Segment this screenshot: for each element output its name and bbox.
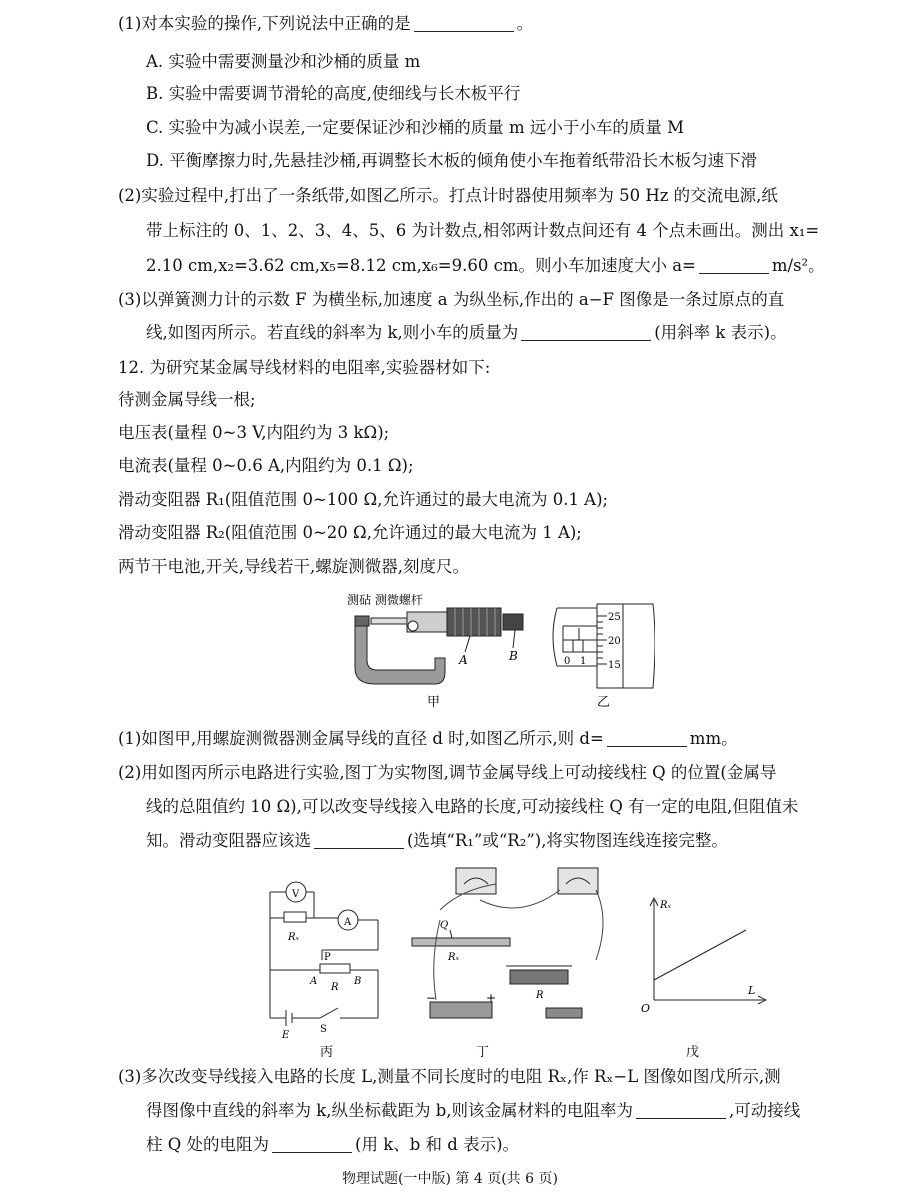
q12-part3-line2-tail: ,可动接线 (729, 1101, 801, 1120)
q12-title: 12. 为研究某金属导线材料的电阻率,实验器材如下: (118, 358, 491, 377)
equipment-item-3: 电流表(量程 0~0.6 A,内阻约为 0.1 Ω); (118, 456, 414, 475)
q12-part3-line2 (146, 1101, 800, 1121)
caption-bing: 丙 (320, 1045, 334, 1060)
slider-p-label: P (324, 952, 331, 963)
graph-x-label: L (748, 984, 756, 997)
graph-origin: O (641, 1002, 651, 1015)
q12-part3-line3-tail: (用 k、b 和 d 表示)。 (355, 1135, 520, 1154)
battery-minus: − (426, 991, 437, 1005)
equipment-item-2: 电压表(量程 0~3 V,内阻约为 3 kΩ); (118, 423, 390, 442)
terminal-b-label: B (354, 976, 362, 987)
micrometer-figure (335, 588, 655, 713)
ammeter-label: A (344, 917, 352, 928)
pointer-b (513, 630, 515, 648)
q11-part1-stem-text: (1)对本实验的操作,下列说法中正确的是 (118, 14, 411, 33)
answer-blank-q12-3a[interactable] (636, 1102, 726, 1119)
ammeter-device (558, 868, 598, 894)
q12-part3-line3 (146, 1135, 519, 1155)
q12-part2-line3 (146, 831, 728, 851)
voltmeter-label: V (292, 889, 300, 900)
apparatus-ding (412, 868, 603, 1018)
switch-s-label: S (320, 1024, 327, 1035)
q11-part2-line3-text: 2.10 cm,x₂=3.62 cm,x₅=8.12 cm,x₆=9.60 cm。则小车加速度大小 a= (146, 256, 696, 275)
q12-part1-text: (1)如图甲,用螺旋测微器测金属导线的直径 d 时,如图乙所示,则 d= (118, 729, 604, 748)
answer-blank-q11-3[interactable] (521, 324, 651, 341)
q12-part2-tail: (选填“R₁”或“R₂”),将实物图连线连接完整。 (407, 831, 728, 850)
main-scale-0: 0 (564, 656, 571, 667)
option-a: A. 实验中需要测量沙和沙桶的质量 m (146, 52, 421, 71)
equipment-item-5: 滑动变阻器 R₂(阻值范围 0~20 Ω,允许通过的最大电流为 1 A); (118, 523, 582, 542)
q12-part3-line1: (3)多次改变导线接入电路的长度 L,测量不同长度时的电阻 Rₓ,作 Rₓ−L 图像如图戊所示,测 (118, 1067, 781, 1086)
ratchet-B (503, 614, 523, 630)
caption-wu: 戊 (686, 1045, 700, 1060)
q11-part2-unit: m/s²。 (771, 256, 825, 275)
answer-blank-q11-1[interactable] (414, 15, 514, 32)
wire-board (412, 938, 510, 946)
option-d: D. 平衡摩擦力时,先悬挂沙桶,再调整长木板的倾角使小车拖着纸带沿长木板匀速下滑 (146, 151, 758, 170)
q12-part3-line2-text: 得图像中直线的斜率为 k,纵坐标截距为 b,则该金属材料的电阻率为 (146, 1101, 634, 1120)
q11-part3-line2-text: 线,如图丙所示。若直线的斜率为 k,则小车的质量为 (146, 323, 519, 342)
caption-yi: 乙 (597, 695, 611, 710)
q12-part3-line3-text: 柱 Q 处的电阻为 (146, 1135, 270, 1154)
label-a: A (459, 653, 468, 667)
terminal-q-label: Q (440, 920, 449, 931)
q11-part2-line2: 带上标注的 0、1、2、3、4、5、6 为计数点,相邻两计数点间还有 4 个点未画出。测出 x₁= (146, 221, 820, 240)
caption-jia: 甲 (427, 695, 441, 710)
voltmeter-device (456, 868, 496, 894)
page-footer: 物理试题(一中版) 第 4 页(共 6 页) (342, 1171, 558, 1187)
zoomed-scale (553, 604, 655, 688)
q11-part3-line2 (146, 323, 787, 343)
pointer-a (465, 636, 470, 652)
q12-part1-unit: mm。 (689, 729, 738, 748)
q11-part2-line1: (2)实验过程中,打出了一条纸带,如图乙所示。打点计时器使用频率为 50 Hz 的交流电源,纸 (118, 186, 778, 205)
knife-switch (546, 1008, 582, 1018)
lock-knob (408, 621, 418, 631)
q11-part3-line1: (3)以弹簧测力计的示数 F 为横坐标,加速度 a 为纵坐标,作出的 a−F 图像是一条过原点的直 (118, 290, 785, 309)
caption-ding: 丁 (476, 1045, 490, 1060)
equipment-item-6: 两节干电池,开关,导线若干,螺旋测微器,刻度尺。 (118, 557, 469, 576)
answer-blank-q12-1[interactable] (607, 730, 687, 747)
q12-part2-line2: 线的总阻值约 10 Ω),可以改变导线接入电路的长度,可动接线柱 Q 有一定的电阻,但阻值未 (146, 797, 799, 816)
rx-label: Rₓ (288, 932, 300, 943)
rheostat-device (510, 970, 568, 984)
scale-15: 15 (608, 660, 621, 671)
battery-box (430, 1002, 492, 1018)
equipment-item-1: 待测金属导线一根; (118, 390, 256, 409)
q11-part2-line3 (146, 256, 825, 276)
label-b: B (509, 649, 518, 663)
answer-blank-q12-3b[interactable] (272, 1136, 352, 1153)
option-b: B. 实验中需要调节滑轮的高度,使细线与长木板平行 (146, 84, 521, 103)
scale-25: 25 (608, 612, 621, 623)
q12-part2-line1: (2)用如图丙所示电路进行实验,图丁为实物图,调节金属导线上可动接线柱 Q 的位置(金属导 (118, 763, 777, 782)
wire-rx-label: Rₓ (448, 952, 460, 963)
q12-part2-line3-text: 知。滑动变阻器应该选 (146, 831, 311, 850)
battery-plus: + (486, 991, 497, 1005)
circuit-figures (260, 860, 780, 1060)
answer-blank-q12-2[interactable] (314, 832, 404, 849)
spindle (371, 618, 407, 624)
q11-part1-stem (118, 14, 533, 34)
scale-20: 20 (608, 636, 621, 647)
answer-blank-q11-2[interactable] (699, 257, 769, 274)
q11-part1-end: 。 (516, 14, 534, 33)
battery-e-label: E (282, 1030, 290, 1041)
rx-l-line (654, 930, 746, 980)
main-scale-1: 1 (580, 656, 587, 667)
q12-part1 (118, 729, 738, 749)
option-c: C. 实验中为减小误差,一定要保证沙和沙桶的质量 m 远小于小车的质量 M (146, 118, 685, 137)
terminal-a-label: A (310, 976, 318, 987)
device-r-label: R (536, 990, 544, 1001)
q11-part3-tail: (用斜率 k 表示)。 (654, 323, 787, 342)
rheostat-r-label: R (331, 982, 339, 993)
anvil (355, 616, 369, 626)
graph-y-label: Rₓ (660, 900, 672, 911)
equipment-item-4: 滑动变阻器 R₁(阻值范围 0~100 Ω,允许通过的最大电流为 0.1 A); (118, 490, 609, 509)
anvil-spindle-label: 测砧 测微螺杆 (347, 593, 423, 607)
